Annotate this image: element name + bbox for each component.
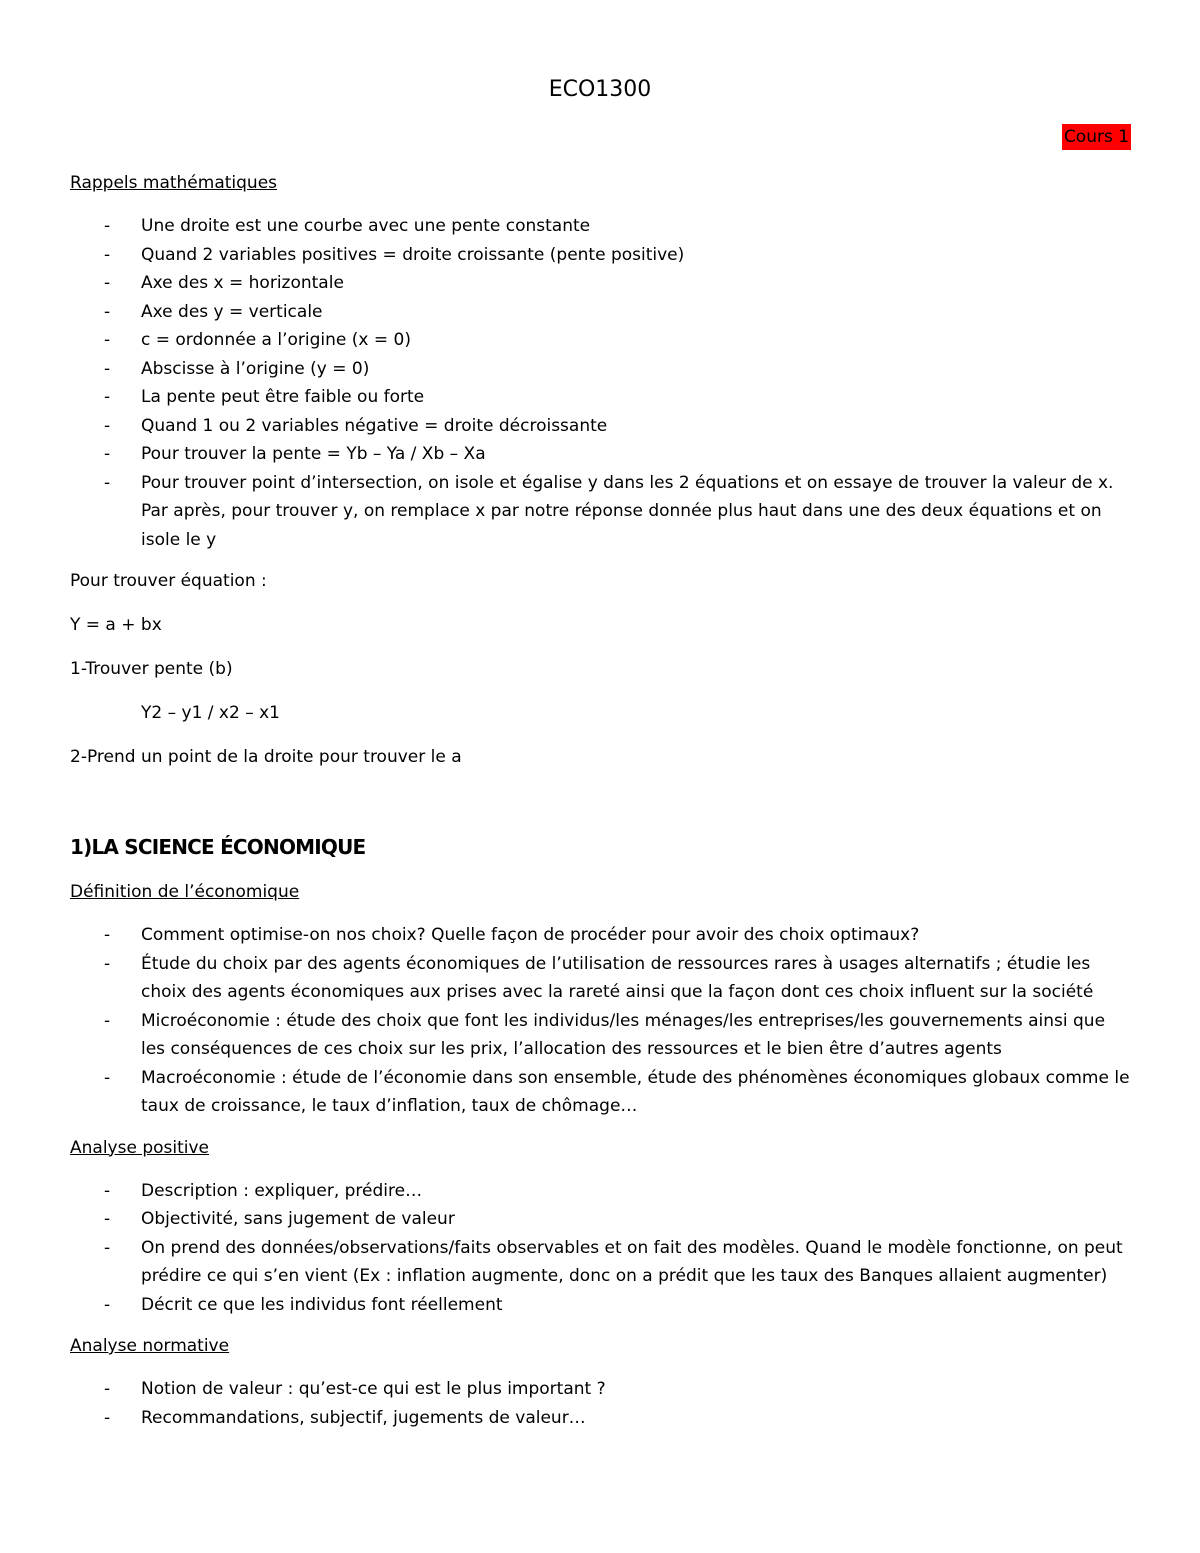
- list-item-text: La pente peut être faible ou forte: [141, 387, 425, 407]
- list-item-text: Quand 2 variables positives = droite croissante (pente positive): [141, 244, 685, 265]
- course-badge: Cours 1: [1062, 124, 1131, 150]
- list-item: [70, 1375, 1130, 1404]
- dash-bullet: -: [104, 216, 111, 236]
- positive-analysis-heading: Analyse positive: [70, 1137, 210, 1158]
- dash-bullet: -: [104, 1294, 111, 1315]
- step-1-formula: Y2 – y1 / x2 – x1: [141, 703, 280, 723]
- equation: Y = a + bx: [70, 615, 162, 635]
- list-item-text: Pour trouver la pente = Yb – Ya / Xb – Xa: [141, 444, 486, 464]
- positive-analysis-list: [70, 1177, 1130, 1320]
- list-item-text: Notion de valeur : qu’est-ce qui est le plus important ?: [141, 1379, 606, 1399]
- list-item-text: Abscisse à l’origine (y = 0): [141, 358, 370, 379]
- math-list: [70, 212, 1130, 554]
- dash-bullet: -: [104, 1237, 111, 1258]
- document-body: [70, 169, 1130, 1445]
- dash-bullet: -: [104, 1010, 111, 1031]
- dash-bullet: -: [104, 387, 111, 407]
- list-item: [70, 1064, 1130, 1121]
- list-item-text: Une droite est une courbe avec une pente constante: [141, 216, 591, 236]
- dash-bullet: -: [104, 415, 111, 436]
- list-item: [70, 1205, 1130, 1234]
- step-1: 1-Trouver pente (b): [70, 659, 233, 679]
- step-2: 2-Prend un point de la droite pour trouver le a: [70, 747, 462, 767]
- list-item: [70, 355, 1130, 384]
- dash-bullet: -: [104, 1407, 111, 1428]
- list-item-text: Description : expliquer, prédire…: [141, 1180, 423, 1201]
- math-heading: Rappels mathématiques: [70, 173, 278, 193]
- equation-intro: Pour trouver équation :: [70, 571, 267, 591]
- list-item: [70, 950, 1130, 1007]
- document-title: ECO1300: [548, 77, 652, 102]
- dash-bullet: -: [104, 444, 111, 464]
- list-item: [70, 269, 1130, 298]
- dash-bullet: -: [104, 244, 111, 265]
- list-item: [70, 1291, 1130, 1320]
- definition-heading: Définition de l’économique: [70, 882, 300, 902]
- dash-bullet: -: [104, 925, 111, 945]
- list-item-text: Quand 1 ou 2 variables négative = droite décroissante: [141, 415, 608, 436]
- dash-bullet: -: [104, 301, 111, 322]
- list-item-text: Décrit ce que les individus font réellement: [141, 1294, 503, 1315]
- list-item-text: Microéconomie : étude des choix que font les individus/les ménages/les entreprises/les gouvernements ainsi que les conséquences de ces choix sur les prix, l’allocation des ressources et le bien être d’autres agents: [141, 1010, 1106, 1059]
- dash-bullet: -: [104, 1209, 111, 1229]
- list-item: [70, 1404, 1130, 1433]
- list-item-text: Axe des y = verticale: [141, 301, 323, 322]
- list-item-text: Pour trouver point d’intersection, on isole et égalise y dans les 2 équations et on essaye de trouver la valeur de x. Par après, pour trouver y, on remplace x par notre réponse donnée plus haut dans une des deux équations et on isole le y: [141, 472, 1114, 550]
- list-item-text: Axe des x = horizontale: [141, 273, 344, 293]
- list-item: [70, 469, 1130, 555]
- normative-analysis-heading: Analyse normative: [70, 1336, 230, 1356]
- list-item: [70, 241, 1130, 270]
- list-item-text: Macroéconomie : étude de l’économie dans son ensemble, étude des phénomènes économiques globaux comme le taux de croissance, le taux d’inflation, taux de chômage…: [141, 1067, 1130, 1116]
- section-title: 1)LA SCIENCE ÉCONOMIQUE: [70, 835, 366, 859]
- dash-bullet: -: [104, 953, 111, 974]
- list-item: [70, 1234, 1130, 1291]
- list-item: [70, 1007, 1130, 1064]
- list-item: [70, 921, 1130, 950]
- list-item-text: Recommandations, subjectif, jugements de valeur…: [141, 1407, 586, 1428]
- dash-bullet: -: [104, 358, 111, 379]
- definition-list: [70, 921, 1130, 1121]
- normative-analysis-list: [70, 1375, 1130, 1432]
- list-item: [70, 326, 1130, 355]
- list-item: [70, 440, 1130, 469]
- list-item: [70, 298, 1130, 327]
- list-item-text: Comment optimise-on nos choix? Quelle façon de procéder pour avoir des choix optimaux?: [141, 925, 920, 945]
- list-item-text: c = ordonnée a l’origine (x = 0): [141, 330, 411, 350]
- list-item: [70, 383, 1130, 412]
- dash-bullet: -: [104, 472, 111, 493]
- list-item: [70, 412, 1130, 441]
- dash-bullet: -: [104, 1379, 111, 1399]
- list-item: [70, 1177, 1130, 1206]
- list-item: [70, 212, 1130, 241]
- dash-bullet: -: [104, 1180, 111, 1201]
- dash-bullet: -: [104, 330, 111, 350]
- list-item-text: Objectivité, sans jugement de valeur: [141, 1209, 455, 1229]
- list-item-text: Étude du choix par des agents économiques de l’utilisation de ressources rares à usages alternatifs ; étudie les choix des agents économiques aux prises avec la rareté ainsi que la façon dont ces choix influent sur la société: [141, 953, 1094, 1002]
- dash-bullet: -: [104, 273, 111, 293]
- dash-bullet: -: [104, 1067, 111, 1088]
- list-item-text: On prend des données/observations/faits observables et on fait des modèles. Quand le modèle fonctionne, on peut prédire ce qui s’en vient (Ex : inflation augmente, donc on a prédit que les taux des Banques allaient augmenter): [141, 1237, 1123, 1286]
